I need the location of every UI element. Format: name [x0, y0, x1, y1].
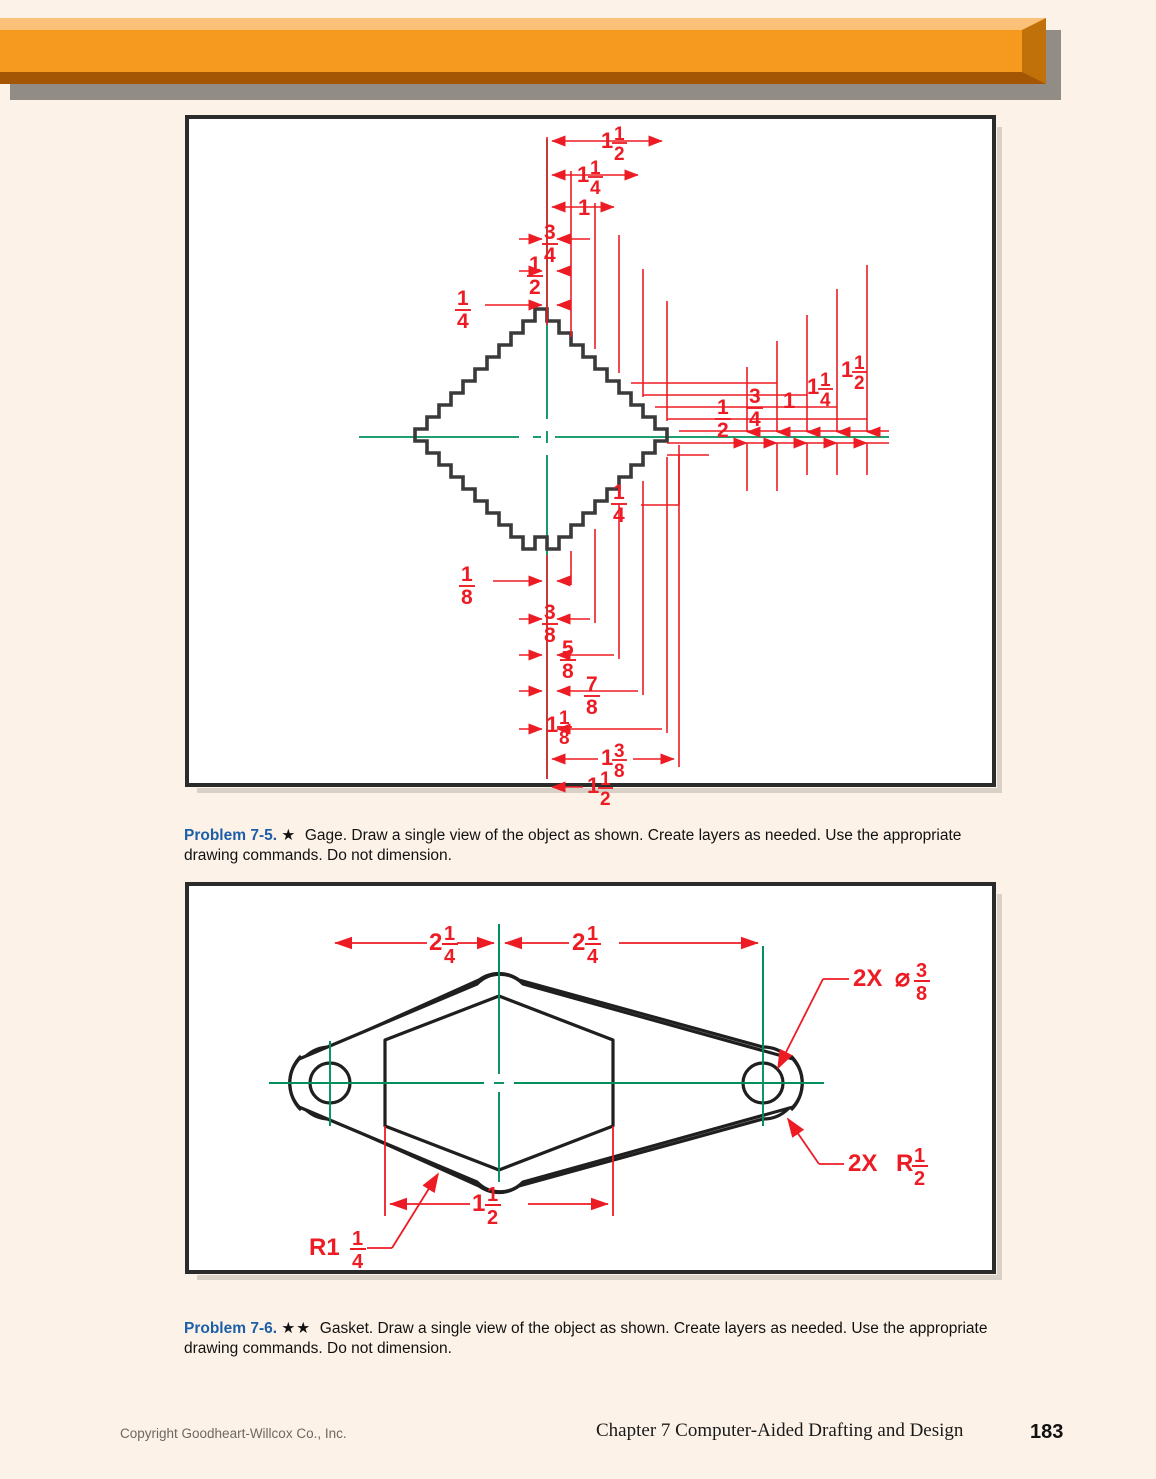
- difficulty-stars: ★★: [281, 1319, 312, 1337]
- svg-text:1: 1: [601, 745, 614, 770]
- svg-text:2: 2: [600, 789, 611, 810]
- header-bar-bottom-bevel: [0, 72, 1046, 84]
- dim-label: [455, 287, 471, 333]
- dim-label: [542, 601, 558, 647]
- svg-text:1: 1: [352, 1228, 364, 1250]
- svg-text:3: 3: [544, 221, 556, 244]
- svg-text:1: 1: [444, 923, 456, 945]
- dim-label: [601, 124, 627, 165]
- svg-text:7: 7: [586, 673, 598, 696]
- dim-label: [587, 769, 613, 810]
- gasket-top-dimension-labels: [429, 923, 601, 968]
- svg-text:1: 1: [820, 370, 831, 391]
- dim-label: [527, 253, 543, 299]
- problem-text: Gasket. Draw a single view of the object as shown. Create layers as needed. Use the appropriate drawing commands. Do not dimension.: [184, 1319, 988, 1357]
- svg-text:2: 2: [429, 929, 443, 956]
- svg-text:3: 3: [916, 960, 928, 982]
- svg-text:3: 3: [544, 601, 556, 624]
- gage-right-dimension-labels: [611, 353, 867, 527]
- note-hole-diameter: [853, 960, 930, 1005]
- gage-top-dimension-labels: [455, 124, 627, 333]
- svg-text:4: 4: [587, 946, 599, 968]
- problem-text: Gage. Draw a single view of the object as shown. Create layers as needed. Use the appropriate drawing commands. Do not dimension.: [184, 826, 962, 864]
- svg-text:1: 1: [717, 396, 729, 419]
- diameter-symbol: ⌀: [895, 964, 911, 992]
- problem-number: Problem 7-6.: [184, 1319, 278, 1337]
- problem-number: Problem 7-5.: [184, 826, 278, 844]
- svg-text:1: 1: [841, 357, 854, 382]
- svg-text:1: 1: [457, 287, 469, 310]
- svg-text:4: 4: [613, 504, 625, 527]
- svg-text:1: 1: [461, 563, 473, 586]
- svg-text:1: 1: [577, 162, 590, 187]
- gage-drawing: [189, 119, 992, 810]
- svg-text:8: 8: [916, 983, 928, 1005]
- svg-text:4: 4: [457, 310, 469, 333]
- note-corner-radius: [848, 1145, 928, 1190]
- svg-text:4: 4: [444, 946, 456, 968]
- dim-label: [560, 637, 576, 683]
- copyright-notice: Copyright Goodheart-Willcox Co., Inc.: [120, 1426, 347, 1441]
- svg-text:1: 1: [914, 1145, 926, 1167]
- svg-text:1: 1: [472, 1190, 486, 1217]
- dim-label: [715, 396, 731, 442]
- svg-text:1: 1: [546, 712, 559, 737]
- gage-bottom-dimensions: [493, 445, 679, 787]
- caption-problem-7-5: [184, 826, 996, 867]
- svg-text:1: 1: [854, 353, 865, 374]
- svg-text:4: 4: [749, 408, 761, 431]
- svg-text:2X: 2X: [853, 965, 883, 992]
- dim-label: [459, 563, 475, 609]
- svg-text:1: 1: [529, 253, 541, 276]
- svg-text:3: 3: [614, 741, 625, 762]
- svg-text:1: 1: [613, 481, 625, 504]
- leader-body-radius-note: [367, 1174, 438, 1248]
- svg-text:2: 2: [717, 419, 729, 442]
- dim-label: [807, 370, 833, 411]
- svg-text:2: 2: [529, 276, 541, 299]
- svg-text:4: 4: [820, 390, 831, 411]
- leader-hole-note: [778, 979, 849, 1068]
- svg-text:1: 1: [587, 773, 600, 798]
- svg-text:5: 5: [562, 637, 574, 660]
- svg-text:2: 2: [487, 1207, 499, 1229]
- svg-text:1: 1: [559, 708, 570, 729]
- svg-text:4: 4: [590, 178, 601, 199]
- dim-label-right: [572, 923, 601, 968]
- dim-label: [578, 195, 590, 220]
- svg-text:8: 8: [562, 660, 574, 683]
- svg-text:R1: R1: [309, 1234, 340, 1261]
- svg-text:1: 1: [487, 1184, 499, 1206]
- dim-label: [577, 158, 603, 199]
- svg-text:1: 1: [587, 923, 599, 945]
- dim-label: [747, 385, 763, 431]
- dim-label: [841, 353, 867, 394]
- svg-text:8: 8: [544, 624, 556, 647]
- page-footer: [0, 1420, 1156, 1460]
- svg-text:1: 1: [807, 374, 820, 399]
- header-bar-body: [0, 18, 1046, 84]
- note-body-radius: [309, 1228, 366, 1273]
- svg-text:2: 2: [572, 929, 586, 956]
- chapter-title: Chapter 7 Computer-Aided Drafting and Design: [596, 1420, 964, 1441]
- svg-text:2X: 2X: [848, 1150, 878, 1177]
- svg-text:1: 1: [614, 124, 625, 145]
- gasket-drawing: [189, 886, 992, 1273]
- gage-top-dimensions: [485, 137, 667, 421]
- gasket-hex-dimension-label: [472, 1184, 501, 1229]
- decorative-header-bar: [0, 18, 1051, 88]
- dim-label-left: [429, 923, 458, 968]
- svg-text:2: 2: [914, 1168, 926, 1190]
- svg-text:1: 1: [783, 388, 796, 413]
- dim-label: [546, 708, 572, 749]
- svg-text:3: 3: [749, 385, 761, 408]
- dim-label: [584, 673, 600, 719]
- page-number: 183: [1030, 1421, 1064, 1443]
- svg-text:8: 8: [461, 586, 473, 609]
- svg-text:8: 8: [559, 728, 570, 749]
- dim-label: [783, 388, 795, 413]
- svg-text:1: 1: [578, 195, 591, 220]
- svg-text:1: 1: [601, 128, 614, 153]
- caption-problem-7-6: [184, 1319, 996, 1360]
- svg-text:4: 4: [544, 244, 556, 267]
- svg-text:R: R: [896, 1150, 914, 1177]
- dim-label: [542, 221, 558, 267]
- difficulty-stars: ★: [281, 826, 297, 844]
- figure-gage-frame: [185, 115, 996, 810]
- svg-text:8: 8: [614, 761, 625, 782]
- leader-radius-note: [788, 1119, 844, 1164]
- gage-object-outline: [415, 309, 667, 549]
- svg-text:1: 1: [600, 769, 611, 790]
- svg-text:8: 8: [586, 696, 598, 719]
- svg-text:2: 2: [854, 373, 865, 394]
- svg-text:2: 2: [614, 144, 625, 165]
- svg-text:1: 1: [590, 158, 601, 179]
- gage-bottom-dimension-labels: [459, 563, 627, 810]
- svg-text:4: 4: [352, 1251, 364, 1273]
- figure-gasket-frame: [185, 882, 996, 1274]
- header-bar-top-bevel: [0, 18, 1046, 30]
